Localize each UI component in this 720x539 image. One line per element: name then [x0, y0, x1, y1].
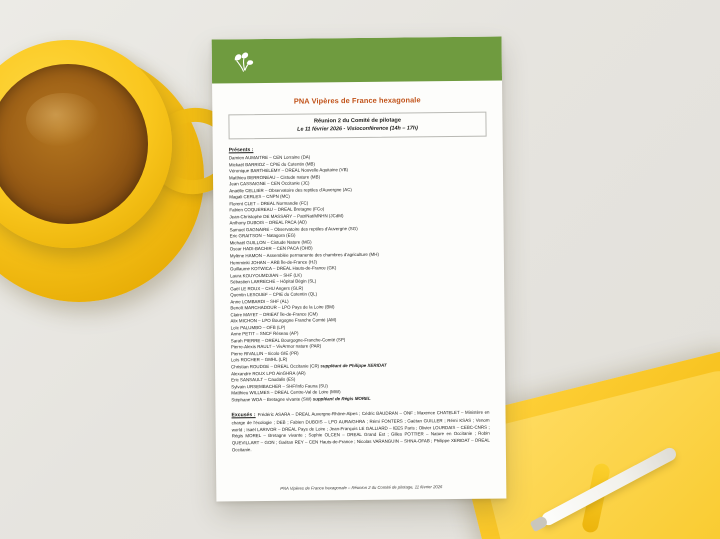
- list-item: Anthony DUBOIS – DREAL PACA (AD): [229, 219, 307, 226]
- excused-names: Frédéric ASARA – DREAL Auvergne-Rhône-Alpes ; Cédric BAUDRAN – ONF ; Maxence CHATELET – Ministère en charge de l'écologie ; DEB ; Fabien DUBOIS – LPO AURA/GHRA ; Rémi FONTERS ; Gaëtan GUILLER ; Rémi KSAS ; Venom world ; Isaël LARIVOR – DREAL Pays de Loire ; Jean-François LE GALLIARD – IEES Paris ; Olivier LOURDAIS – CEBC-CNRS ; Régis MOREL – Bretagne vivante ; Sophie OLCEN – DREAL Grand Est ; Gilles POTTIER – Nature en Occitanie ; Robin QUEVILLART – GON ; Gaëtan REY – CEN Hauts-de-France ; Nicolas VARANGUIN – SHNA-OFAB ; Philippe XERIDAT – DREAL Occitanie.: [231, 409, 490, 452]
- list-item: Benoît MARCHADOUR – LPO Pays de la Loire (BM): [230, 304, 335, 311]
- list-item: Anaëlle CELLIER – Observatoire des reptiles d'Auvergne (AC): [229, 186, 352, 194]
- list-item: Damien AUMAITRE – CEN Lorraine (DA): [228, 154, 311, 161]
- list-item: Quentin LESOUEF – CPIE du Cotentin (QL): [230, 291, 318, 298]
- document-header-band: [212, 36, 502, 83]
- meeting-datetime: Le 11 février 2026 - Visioconférence (14h – 17h): [297, 125, 418, 133]
- list-item: Jean-Christophe DE MASSARY – PatriNat/MNHN (JCdM): [229, 212, 344, 220]
- meeting-info-box: [228, 112, 486, 140]
- excused-section-label: Excusés :: [231, 412, 256, 419]
- list-item: Samuel GAGNAIRE – Observatoire des reptiles d'Auvergne (SG): [229, 225, 358, 233]
- list-item: Sarah PIERRE – DREAL Bourgogne-Franche-Comté (SP): [230, 337, 346, 344]
- list-item: Eric GRAITSON – Natagora (EG): [229, 233, 296, 239]
- list-item: Jean CASSAIGNE – CEN Occitanie (JC): [229, 180, 310, 187]
- meeting-name: Réunion 2 du Comité de pilotage: [313, 117, 401, 125]
- list-item: Alexandre ROUX LPO AinGHRA (AR): [231, 370, 306, 376]
- list-item: Christian ROUDGE – DREAL Occitanie (CR) suppléant de Philippe XERIDAT: [230, 362, 387, 370]
- list-item: Mickaël BARRIOZ – CPIE du Cotentin (MB): [228, 160, 315, 167]
- list-item: Pierre-Alexis RAULT – VivArmor nature (PAR): [230, 343, 322, 350]
- list-item: Matthieu WILLMES – DREAL Centre-Val de Loire (MW): [231, 389, 341, 396]
- document-sheet: [212, 36, 507, 501]
- tea-reflection-decoration: [26, 93, 100, 147]
- attendee-list: [229, 153, 490, 404]
- list-item: Sylvain URSEMBACHER – SHF/Info Fauna (SU): [231, 382, 328, 389]
- page-title: PNA Vipères de France hexagonale: [293, 95, 421, 106]
- list-item: Anne PETIT – SNCF Réseau (AP): [230, 330, 299, 337]
- tea-liquid-decoration: [0, 64, 148, 224]
- leaf-logo-icon: [228, 46, 258, 76]
- list-item: Oscar HADI-BACHIR – CEN PACA (OHB): [229, 245, 313, 252]
- document-body: [212, 80, 506, 501]
- list-item: Claire MAYET – DRIEAT Île-de-France (CM): [230, 311, 318, 318]
- list-item: Alix MICHON – LPO Bourgogne Franche Comté (AM): [230, 317, 337, 324]
- excused-section: [231, 410, 489, 454]
- list-item: Magali CERLES – CNPN (MC): [229, 193, 290, 200]
- list-item: Michaël GUILLON – Cistude Nature (MG): [229, 239, 312, 246]
- present-section-label: Présents :: [228, 147, 254, 154]
- list-item: Fabien COQUEREAU – DREAL Bretagne (FCo): [229, 206, 325, 213]
- list-item: Hemminki JOHAN – ARB Île-de-France (HJ): [229, 258, 317, 265]
- list-item: Véronique BARTHELEMY – DREAL Nouvelle Aquitaine (VB): [228, 167, 349, 174]
- list-item: Matthieu BERRONEAU – Cistude nature (MB): [229, 173, 321, 180]
- list-item: Pierre RIVALLIN – Ecolo GIE (PR): [230, 350, 299, 357]
- list-item: Eric SANSAULT – Caudalis (ES): [231, 376, 296, 383]
- list-item: Loïs ROCHER – GMHL (LR): [230, 357, 288, 363]
- list-item: Florent CLET – DREAL Normandie (FC): [229, 200, 309, 207]
- list-item: Anne LOMBARDI – SHF (AL): [230, 298, 289, 305]
- list-item: Guillaume KOTWICA – DREAL Hauts-de-France (GK): [229, 265, 337, 272]
- list-item: Loïc PALUMBO – OFB (LP): [230, 324, 286, 331]
- list-item: Laura KOUYOUMDJIAN – SHF (LK): [230, 272, 302, 278]
- list-item: Gaël LE ROUX – CHU Angers (GLR): [230, 285, 304, 291]
- list-item: Stéphane WOA – Bretagne vivante (SW) suppléant de Régis MOREL: [231, 395, 371, 402]
- list-item: Mylène HAMON – Assemblée permanente des chambres d'agriculture (MH): [229, 251, 379, 259]
- document-footer: PNA Vipères de France hexagonale – Réunion 2 du Comité de pilotage, 11 février 2026: [280, 484, 443, 491]
- list-item: Sébastien LARRECHE – Hôpital Bégin (SL): [230, 278, 317, 285]
